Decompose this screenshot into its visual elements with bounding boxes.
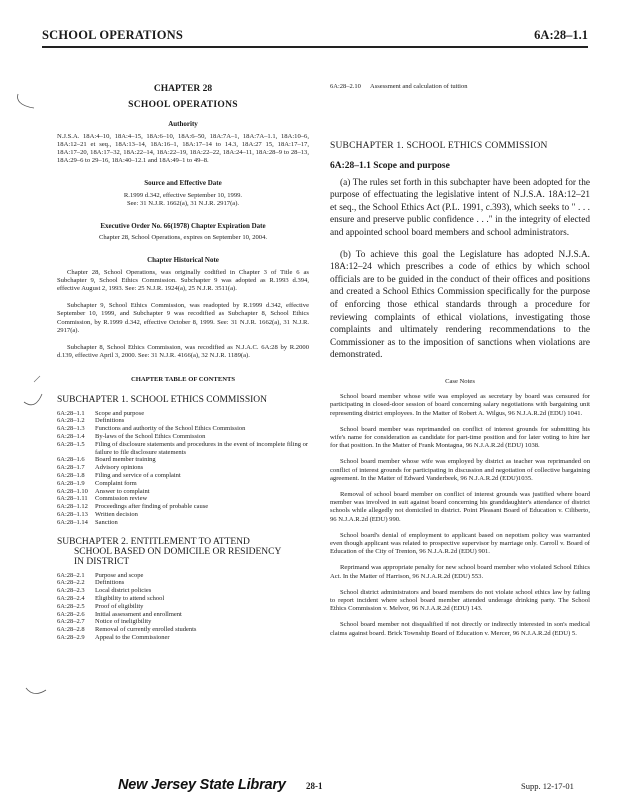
page-footer xyxy=(0,777,618,795)
authority-heading: Authority xyxy=(168,120,198,129)
case-note: School board's denial of employment to applicant based on nepotism policy was warranted even though applicant was related to prospective supervisor by marriage only. Carroll v. Board of Education of the City of Trenton, 96 N.J.A.R.2d (EDU) 901. xyxy=(330,531,590,556)
subchapter-2-contents xyxy=(57,572,309,642)
toc-item-number: 6A:28–1.9 xyxy=(57,479,85,487)
toc-heading: CHAPTER TABLE OF CONTENTS xyxy=(130,376,236,384)
historical-note-paragraph: Subchapter 9, School Ethics Commission, was readopted by R.1999 d.342, effective September 10, 1999, and Subchapter 9 was recodified as Subchapter 8, School Ethics Commission, by R.1999 d.342, effective October 8, 1999. See: 31 N.J.R. 1662(a), 31 N.J.R. 2917(a). xyxy=(57,302,309,334)
case-notes-heading: Case Notes xyxy=(445,377,475,385)
section-paragraph-a: (a) The rules set forth in this subchapter have been adopted for the purpose of effectuating the legislative intent of N.J.S.A. 18A:12–21 et seq., the School Ethics Act (P.L. 1991, c.393), which seeks to " . . . ensure and preserve public confidence . . ." in the integrity of elected and appointed school board members and school administrators. xyxy=(330,177,590,238)
toc-item xyxy=(57,511,309,519)
toc-item-number: 6A:28–2.3 xyxy=(57,587,85,595)
toc-item xyxy=(330,83,590,91)
subchapter-2-heading xyxy=(57,537,309,567)
toc-item-title: Definitions xyxy=(95,417,125,425)
margin-mark xyxy=(24,684,50,700)
right-column xyxy=(330,83,590,638)
toc-item-number: 6A:28–2.9 xyxy=(57,634,85,641)
toc-item-number: 6A:28–2.4 xyxy=(57,595,85,603)
toc-item xyxy=(57,572,309,580)
toc-item-number: 6A:28–2.8 xyxy=(57,626,85,634)
toc-item-number: 6A:28–1.13 xyxy=(57,511,88,519)
toc-item-number: 6A:28–1.12 xyxy=(57,503,88,511)
toc-item-number: 6A:28–1.1 xyxy=(57,409,85,417)
toc-item-title: Proof of eligibility xyxy=(95,602,144,610)
toc-item-title: Eligibility to attend school xyxy=(95,595,165,603)
toc-item-title: Removal of currently enrolled students xyxy=(95,626,197,634)
toc-item xyxy=(57,595,309,603)
case-note: School board member whose wife was employed by district as teacher was reprimanded on conflict of interest grounds for participating in discussion and negotiation of collective bargaining agreement. In the Matter of Edward Vanderbeek, 96 N.J.A.R.2d (EDU)1035. xyxy=(330,458,590,482)
chapter-number: CHAPTER 28 xyxy=(153,84,213,94)
running-header xyxy=(42,30,588,48)
toc-item-number: 6A:28–1.4 xyxy=(57,433,85,441)
toc-item xyxy=(57,441,309,457)
toc-item-title: Filing and service of a complaint xyxy=(95,472,181,480)
toc-item xyxy=(57,503,309,511)
toc-item xyxy=(57,472,309,480)
toc-item-number: 6A:28–1.3 xyxy=(57,425,85,433)
toc-item-title: Notice of ineligibility xyxy=(95,618,152,626)
authority-text: N.J.S.A. 18A:4–10, 18A:4–15, 18A:6–10, 18A:6–50, 18A:7A–1, 18A:7A–1.1, 18A:10–6, 18A:12–21 et seq., 18A:13–14, 18A:16–1, 18A:17–14 to 14.3, 18A:27 15, 18A:17–17, 18A:17–20, 18A:17–32, 18A:22–14, 18A:22–19, 18A:22–22, 18A:24–11, 18A:28–9 to 28–13, 18A:29–6 to 29–16, 18A:40–12.1 and 18A:49–1 to 49–8. xyxy=(57,132,309,165)
case-note: Reprimand was appropriate penalty for new school board member who violated School Ethics Act. In the Matter of Harrison, 96 N.J.A.R.2d (EDU) 553. xyxy=(330,564,590,580)
toc-item xyxy=(57,456,309,464)
case-note: Removal of school board member on conflict of interest grounds was justified where board member was involved in suit against board concerning his granddaughter's attendance of district schools while allegedly not domiciled in district. Point Pleasant Board of Education v. Ciliberto, 96 N.J.A.R.2d (EDU) 990. xyxy=(330,490,590,523)
toc-item-number: 6A:28–2.5 xyxy=(57,602,85,610)
page-number: 28-1 xyxy=(306,781,323,791)
toc-item-title: Appeal to the Commissioner xyxy=(95,634,170,641)
toc-item xyxy=(57,634,309,642)
library-stamp: New Jersey State Library xyxy=(118,777,286,793)
toc-item xyxy=(57,410,309,418)
toc-item-number: 6A:28–1.6 xyxy=(57,456,85,464)
subchapter-2-heading-line: SUBCHAPTER 2. ENTITLEMENT TO ATTEND xyxy=(57,536,250,547)
subchapter-1-heading: SUBCHAPTER 1. SCHOOL ETHICS COMMISSION xyxy=(57,394,267,405)
section-paragraph-b: (b) To achieve this goal the Legislature has adopted N.J.S.A. 18A:12–24 which prescribes a code of ethics by which school officials are to be guided in the conduct of their offices and positions and created a School Ethics Commission specifically for the purpose of enforcing those ethical standards through a procedure for reviewing complaints of ethical violations, investigating those complaints and ultimately rendering recommendations to the Commissioner as to the imposition of sanctions when violations are demonstrated. xyxy=(330,249,590,361)
toc-item-title: Local district policies xyxy=(95,587,152,595)
toc-item-title: Sanction xyxy=(95,518,118,526)
executive-order-heading: Executive Order No. 66(1978) Chapter Expiration Date xyxy=(100,222,266,231)
toc-item-number: 6A:28–1.8 xyxy=(57,472,85,480)
toc-item-title: Filing of disclosure statements and procedures in the event of incomplete filing or failure to file disclosure statements xyxy=(95,440,309,456)
toc-item-number: 6A:28–1.5 xyxy=(57,440,85,448)
case-note: School board member whose wife was employed as secretary by board was censured for participating in closed-door session of board concerning salary negotiations with bargaining unit representing district employees. In the Matter of Robert A. Wilgus, 96 N.J.A.R.2d (EDU) 1041. xyxy=(330,393,590,417)
subchapter-2-heading-line: IN DISTRICT xyxy=(74,556,130,567)
toc-item-title: Answer to complaint xyxy=(95,487,150,495)
toc-item-title: Initial assessment and enrollment xyxy=(95,610,182,618)
case-note: School district administrators and board members do not violate school ethics law by failing to report incident where school board member attended underage drinking party. The School Ethics Commission v. Melvor, 96 N.J.A.R.2d (EDU) 143. xyxy=(330,588,590,613)
toc-item-title: By-laws of the School Ethics Commission xyxy=(95,433,206,441)
toc-item xyxy=(57,480,309,488)
section-heading: 6A:28–1.1 Scope and purpose xyxy=(330,161,450,172)
source-line: See: 31 N.J.R. 1662(a), 31 N.J.R. 2917(a). xyxy=(126,199,240,207)
subchapter-2-heading-line: SCHOOL BASED ON DOMICILE OR RESIDENCY xyxy=(74,546,282,557)
toc-item-number: 6A:28–1.2 xyxy=(57,417,85,425)
case-notes-list xyxy=(330,393,590,638)
historical-note-paragraph: Chapter 28, School Operations, was originally codified in Chapter 3 of Title 6 as Subchapter 9, School Ethics Commission. Subchapter 9 was adopted as R.1993 d.394, effective August 2, 1993. See: 25 N.J.R. 1924(a), 25 N.J.R. 3511(a). xyxy=(57,268,309,293)
toc-item xyxy=(57,488,309,496)
toc-item-number: 6A:28–1.11 xyxy=(57,495,88,503)
toc-item-title: Functions and authority of the School Ethics Commission xyxy=(95,425,246,433)
toc-item-number: 6A:28–2.2 xyxy=(57,579,85,587)
toc-item-title: Definitions xyxy=(95,579,125,587)
toc-item-title: Proceedings after finding of probable cause xyxy=(95,503,209,511)
toc-item xyxy=(57,626,309,634)
toc-item-title: Scope and purpose xyxy=(95,409,145,417)
toc-item xyxy=(57,579,309,587)
executive-order-text: Chapter 28, School Operations, expires on September 10, 2004. xyxy=(98,234,268,242)
toc-item xyxy=(57,587,309,595)
case-note: School board member not disqualified if not directly or indirectly interested in son's medical claims against board. Brick Township Board of Education v. Mercer, 96 N.J.A.R.2d (EDU) 5. xyxy=(330,621,590,637)
toc-item xyxy=(57,425,309,433)
historical-note-paragraph: Subchapter 8, School Ethics Commission, was recodified as N.J.A.C. 6A:28 by R.2000 d.139, effective April 3, 2000. See: 31 N.J.R. 4166(a), 32 N.J.R. 1189(a). xyxy=(57,344,309,360)
toc-item-number: 6A:28–1.10 xyxy=(57,487,88,495)
toc-item xyxy=(57,433,309,441)
toc-item-title: Commission review xyxy=(95,495,148,503)
historical-note-heading: Chapter Historical Note xyxy=(147,256,219,265)
left-column xyxy=(57,85,309,642)
header-title: SCHOOL OPERATIONS xyxy=(42,28,184,42)
subchapter-1-contents xyxy=(57,410,309,527)
toc-item-number: 6A:28–2.1 xyxy=(57,571,85,579)
toc-item-title: Board member training xyxy=(95,456,156,464)
source-line: R.1999 d.342, effective September 10, 1999. xyxy=(123,191,243,199)
toc-item-title: Written decision xyxy=(95,511,138,519)
toc-item xyxy=(57,464,309,472)
toc-item-number: 6A:28–2.7 xyxy=(57,618,85,626)
toc-item-number: 6A:28–2.10 xyxy=(330,83,361,90)
subchapter-heading: SUBCHAPTER 1. SCHOOL ETHICS COMMISSION xyxy=(330,141,548,152)
toc-item xyxy=(57,495,309,503)
margin-mark xyxy=(22,374,48,414)
toc-item-number: 6A:28–2.6 xyxy=(57,610,85,618)
toc-item-title: Complaint form xyxy=(95,479,137,487)
header-section-number: 6A:28–1.1 xyxy=(534,28,588,42)
toc-item xyxy=(57,519,309,527)
supplement-date: Supp. 12-17-01 xyxy=(521,781,574,791)
toc-item-title: Purpose and scope xyxy=(95,571,144,579)
toc-item-number: 6A:28–1.14 xyxy=(57,518,88,526)
source-heading: Source and Effective Date xyxy=(144,179,222,188)
toc-item xyxy=(57,618,309,626)
toc-item xyxy=(57,417,309,425)
toc-item xyxy=(57,611,309,619)
chapter-title: SCHOOL OPERATIONS xyxy=(128,100,238,111)
toc-item-title: Advisory opinions xyxy=(95,464,144,472)
case-note: School board member was reprimanded on conflict of interest grounds for submitting his wife's name for consideration as candidate for part-time position and for later voting to hire her for that position. In the Matter of Frank Montagna, 96 N.J.A.R.2d (EDU) 1038. xyxy=(330,425,590,450)
toc-item xyxy=(57,603,309,611)
toc-item-number: 6A:28–1.7 xyxy=(57,464,85,472)
toc-item-title: Assessment and calculation of tuition xyxy=(370,83,468,90)
margin-mark xyxy=(14,92,40,114)
